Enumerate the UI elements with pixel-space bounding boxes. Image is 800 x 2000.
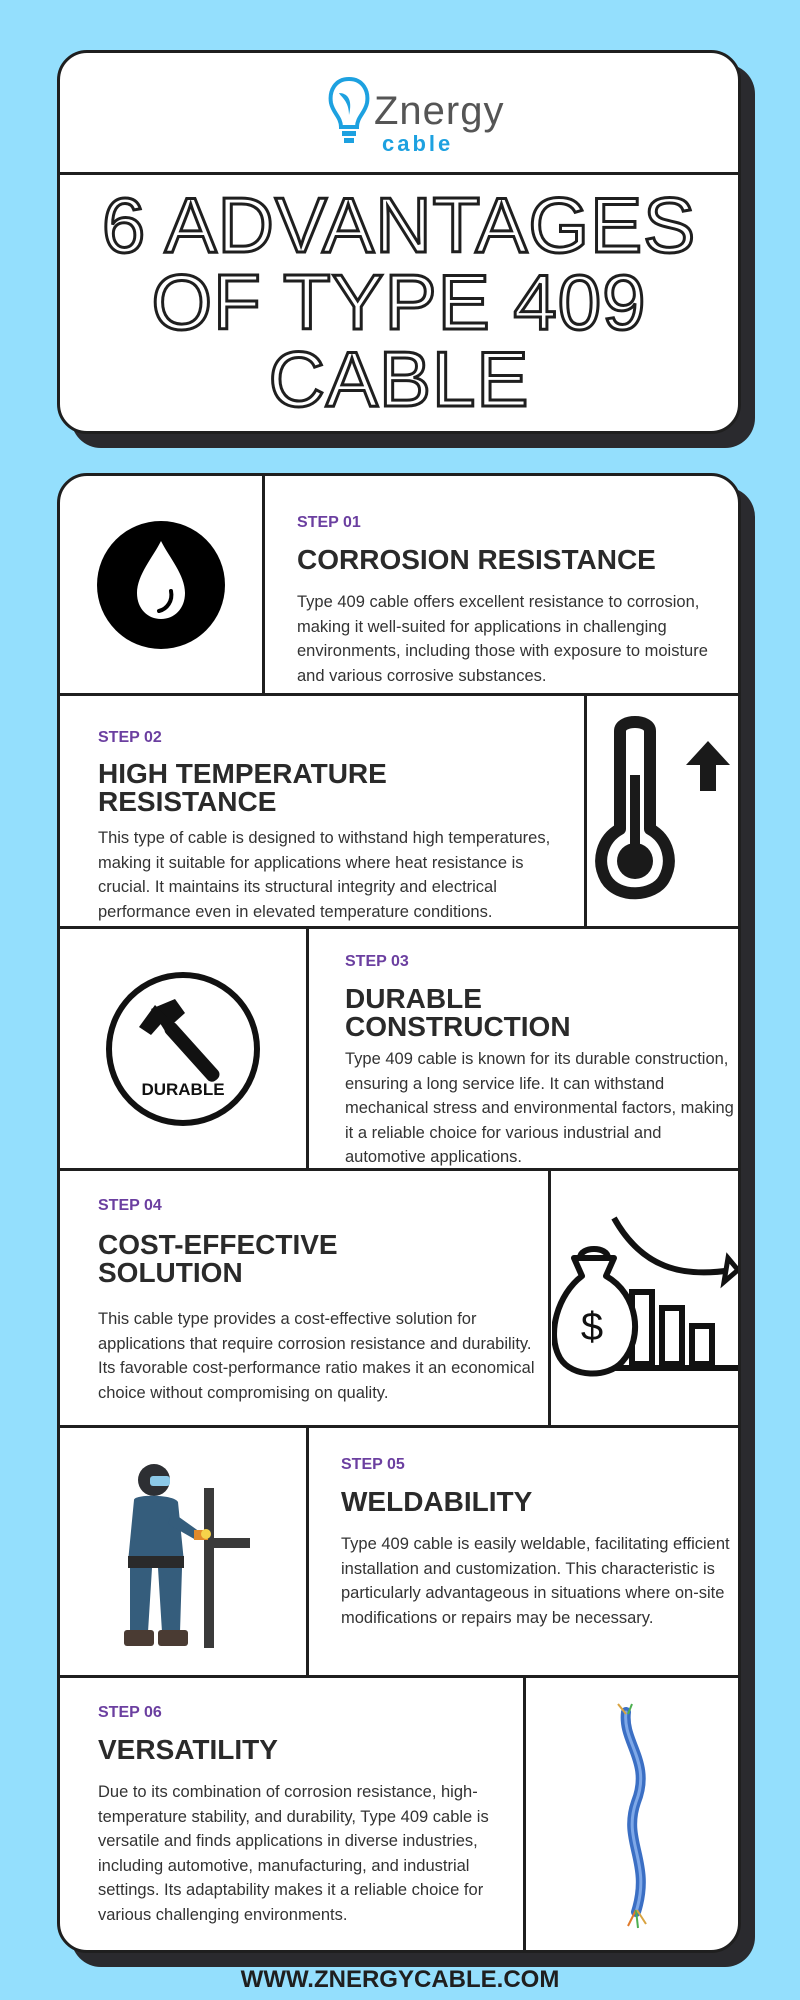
dollar-sign: $ [580,1305,603,1349]
step-5-label: STEP 05 [341,1456,405,1473]
step-4-label: STEP 04 [98,1197,162,1214]
step-5-text [309,1428,738,1675]
step-row-4 [60,1171,738,1428]
step-3-text [309,929,738,1168]
step-6-body: Due to its combination of corrosion resistance, high-temperature stability, and durability, Type 409 cable is versatile and finds applications in diverse industries, including automotive, manufacturing, and industrial settings. Its adaptability makes it a reliable choice for various challenging environments. [98,1783,489,1924]
step-3-icon-cell [60,929,306,1168]
title-line-2: OF TYPE 409 [151,258,647,346]
step-row-6 [60,1678,738,1953]
step-1-icon-cell [60,476,262,693]
step-6-text [60,1678,523,1953]
water-drop-icon [95,519,227,651]
step-6-label: STEP 06 [98,1704,162,1721]
step-2-label: STEP 02 [98,729,162,746]
step-4-icon-cell [551,1171,738,1425]
step-3-label: STEP 03 [345,953,409,970]
step-2-text [60,696,584,926]
thermometer-up-icon [588,711,738,911]
blue-cable-icon [592,1702,672,1932]
step-5-body: Type 409 cable is easily weldable, facilitating efficient installation and customization. This characteristic is particularly advantageous in situations where on-site modifications or repairs may be necessary. [341,1535,730,1627]
step-2-icon-cell [587,696,738,926]
header-divider [60,172,738,175]
step-5-heading: WELDABILITY [341,1486,533,1517]
step-row-3 [60,929,738,1171]
step-1-heading: CORROSION RESISTANCE [297,544,656,575]
step-4-heading: COST-EFFECTIVE SOLUTION [98,1229,338,1288]
advantages-card [57,473,741,1953]
step-1-body: Type 409 cable offers excellent resistance to corrosion, making it well-suited for applications in challenging environments, including those with exposure to moisture and various corrosive substances. [297,593,708,685]
step-1-label: STEP 01 [297,514,361,531]
welder-icon [108,1452,258,1652]
step-2-heading: HIGH TEMPERATURE RESISTANCE [98,758,387,817]
step-6-heading: VERSATILITY [98,1734,278,1765]
step-5-icon-cell [60,1428,306,1675]
step-6-icon-cell [526,1678,738,1953]
title-line-3: CABLE [268,335,530,423]
step-3-heading: DURABLE CONSTRUCTION [345,983,571,1042]
step-2-body: This type of cable is designed to withstand high temperatures, making it suitable for applications where heat resistance is crucial. It maintains its structural integrity and electrical performance even in elevated temperature conditions. [98,829,551,921]
step-3-body: Type 409 cable is known for its durable construction, ensuring a long service life. It can withstand mechanical stress and environmental factors, making it a reliable choice for various industrial and automotive applications. [345,1050,734,1166]
page-title [60,181,738,423]
money-bag-chart-icon [552,1198,738,1398]
bulb-leaf-icon [327,75,371,147]
brand-subname: cable [382,131,454,156]
step-row-1 [60,476,738,696]
step-row-2 [60,696,738,929]
durable-label: DURABLE [141,1079,225,1099]
title-line-1: 6 ADVANTAGES [101,181,697,269]
step-row-5 [60,1428,738,1678]
brand-logo[interactable] [60,65,738,175]
step-1-text [265,476,738,693]
website-url[interactable]: WWW.ZNERGYCABLE.COM [240,1966,560,1993]
durable-hammer-icon [103,969,263,1129]
step-4-text [60,1171,548,1425]
header-card [57,50,741,434]
brand-name: Znergy [374,89,505,133]
step-4-body: This cable type provides a cost-effective solution for applications that require corrosion resistance and durability. Its favorable cost-performance ratio makes it an economical choice without compromising on quality. [98,1310,535,1402]
